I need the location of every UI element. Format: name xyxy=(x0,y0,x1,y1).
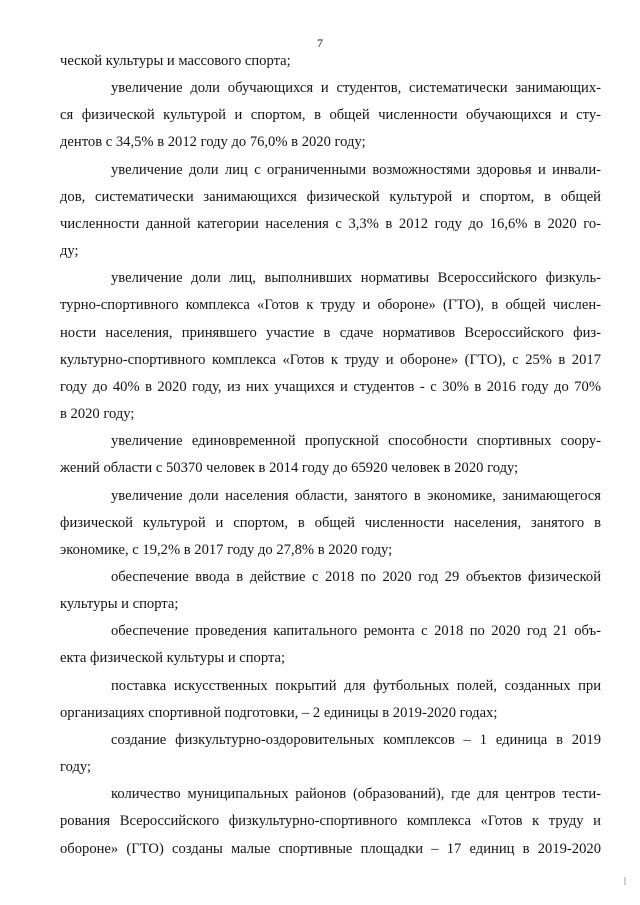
text-line: ческой культуры и массового спорта; xyxy=(60,53,291,69)
paragraph xyxy=(60,673,601,727)
page-number: 7 xyxy=(317,36,323,50)
paragraph xyxy=(60,157,601,266)
text-line: обеспечение проведения капитального ремонта с 2018 по 2020 год 21 объ- xyxy=(111,623,601,640)
text-line: дентов с 34,5% в 2012 году до 76,0% в 2020 году; xyxy=(60,134,366,151)
text-line: дов, систематически занимающихся физической культурой и спортом, в общей xyxy=(60,188,601,205)
text-line: численности данной категории населения с 3,3% в 2012 году до 16,6% в 2020 го- xyxy=(60,215,601,232)
text-line: жений области с 50370 человек в 2014 году до 65920 человек в 2020 году; xyxy=(60,460,519,477)
paragraph xyxy=(60,483,601,564)
text-line: создание физкультурно-оздоровительных комплексов – 1 единица в 2019 xyxy=(111,731,601,748)
text-line: екта физической культуры и спорта; xyxy=(60,650,286,667)
paragraph xyxy=(60,48,601,75)
paragraph xyxy=(60,727,601,781)
text-line: количество муниципальных районов (образований), где для центров тести- xyxy=(111,786,601,803)
paragraph xyxy=(60,265,601,428)
paragraph xyxy=(60,428,601,482)
text-line: ся физической культурой и спортом, в общей численности обучающихся и сту- xyxy=(60,107,601,124)
text-line: физической культурой и спортом, в общей численности населения, занятого в xyxy=(60,514,601,531)
text-line: поставка искусственных покрытий для футбольных полей, созданных при xyxy=(111,677,601,694)
text-line: увеличение единовременной пропускной способности спортивных соору- xyxy=(111,433,601,450)
text-line: ду; xyxy=(60,243,79,260)
paragraph xyxy=(60,618,601,672)
text-line: рования Всероссийского физкультурно-спортивного комплекса «Готов к труду и xyxy=(60,813,601,830)
text-line: экономике, с 19,2% в 2017 году до 27,8% в 2020 году; xyxy=(60,541,393,558)
text-line: году; xyxy=(60,759,92,776)
text-line: увеличение доли населения области, занятого в экономике, занимающегося xyxy=(111,487,601,504)
text-line: обеспечение ввода в действие с 2018 по 2020 год 29 объектов физической xyxy=(111,568,601,585)
paragraph xyxy=(60,75,601,156)
text-line: увеличение доли лиц с ограниченными возможностями здоровья и инвали- xyxy=(111,161,601,178)
text-line: в 2020 году; xyxy=(60,406,135,423)
margin-mark xyxy=(624,877,626,885)
document-body xyxy=(60,48,601,863)
paragraph xyxy=(60,781,601,862)
text-line: культуры и спорта; xyxy=(60,596,179,613)
text-line: году до 40% в 2020 году, из них учащихся и студентов - с 30% в 2016 году до 70% xyxy=(60,378,601,395)
text-line: турно-спортивного комплекса «Готов к труду и обороне» (ГТО), в общей числен- xyxy=(60,297,601,314)
text-line: увеличение доли обучающихся и студентов, систематически занимающих- xyxy=(111,80,601,97)
text-line: обороне» (ГТО) созданы малые спортивные площадки – 17 единиц в 2019-2020 xyxy=(60,840,601,857)
paragraph xyxy=(60,564,601,618)
text-line: культурно-спортивного комплекса «Готов к труду и обороне» (ГТО), с 25% в 2017 xyxy=(60,351,601,368)
text-line: увеличение доли лиц, выполнивших нормативы Всероссийского физкуль- xyxy=(111,270,601,287)
text-line: ности населения, принявшего участие в сдаче нормативов Всероссийского физ- xyxy=(60,324,601,341)
text-line: организациях спортивной подготовки, – 2 единицы в 2019-2020 годах; xyxy=(60,704,498,721)
